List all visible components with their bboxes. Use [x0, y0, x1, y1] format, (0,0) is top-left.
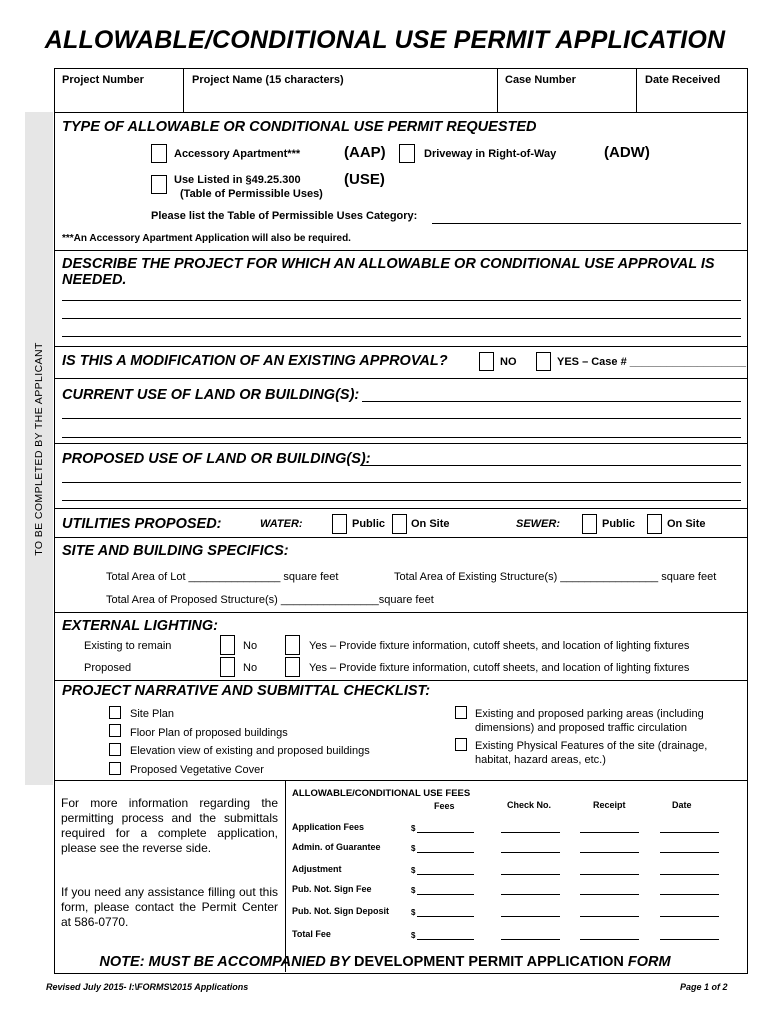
checklist-item: Site Plan — [130, 708, 175, 720]
note-line: NOTE: MUST BE ACCOMPANIED BY DEVELOPMENT PERMIT APPLICATION FORM — [99, 954, 671, 970]
proposed-use-line[interactable] — [362, 465, 741, 466]
driveway-checkbox[interactable] — [399, 144, 415, 163]
lighting-existing-yes-label: Yes – Provide fixture information, cutoff sheets, and location of lighting fixtures — [309, 640, 690, 652]
driveway-label: Driveway in Right-of-Way — [424, 148, 557, 160]
lighting-proposed-label: Proposed — [84, 662, 132, 674]
sidebar-label: TO BE COMPLETED BY THE APPLICANT — [33, 341, 45, 556]
accessory-apartment-code: (AAP) — [344, 144, 386, 161]
sewer-onsite-checkbox[interactable] — [647, 514, 662, 534]
use-listed-code: (USE) — [344, 171, 385, 188]
site-specifics-heading: SITE AND BUILDING SPECIFICS: — [62, 543, 289, 559]
fee-date-line[interactable] — [660, 939, 719, 940]
checklist-heading: PROJECT NARRATIVE AND SUBMITTAL CHECKLIST: — [62, 683, 431, 699]
fees-col-fees: Fees — [434, 801, 455, 811]
checklist-item: Existing Physical Features of the site (drainage, — [475, 740, 708, 752]
fees-col-check: Check No. — [507, 800, 552, 810]
lighting-existing-no-checkbox[interactable] — [220, 635, 235, 655]
modification-yes-label: YES – Case # ___________________ — [557, 356, 747, 368]
fee-date-line[interactable] — [660, 874, 719, 875]
case-number-field[interactable]: Case Number — [505, 74, 576, 86]
fee-currency: $ — [411, 931, 416, 940]
describe-heading-cont: NEEDED. — [62, 272, 127, 288]
sewer-onsite-label: On Site — [667, 518, 706, 530]
lighting-existing-label: Existing to remain — [84, 640, 172, 652]
fee-receipt-line[interactable] — [580, 852, 639, 853]
fee-receipt-line[interactable] — [580, 894, 639, 895]
sewer-public-checkbox[interactable] — [582, 514, 597, 534]
water-public-checkbox[interactable] — [332, 514, 347, 534]
modification-heading: IS THIS A MODIFICATION OF AN EXISTING APPROVAL? — [62, 353, 448, 369]
checklist-item: Existing and proposed parking areas (including — [475, 708, 704, 720]
fees-heading: ALLOWABLE/CONDITIONAL USE FEES — [292, 788, 471, 799]
fee-check-line[interactable] — [501, 832, 560, 833]
describe-line[interactable] — [62, 318, 741, 319]
checklist-item-cont: habitat, hazard areas, etc.) — [475, 754, 606, 766]
fee-date-line[interactable] — [660, 916, 719, 917]
fee-check-line[interactable] — [501, 939, 560, 940]
fee-row-label: Pub. Not. Sign Fee — [292, 884, 372, 894]
fee-row-label: Application Fees — [292, 822, 365, 832]
category-input-line[interactable] — [432, 223, 741, 224]
fee-check-line[interactable] — [501, 852, 560, 853]
page-title: ALLOWABLE/CONDITIONAL USE PERMIT APPLICATION — [44, 26, 726, 54]
accessory-footnote: ***An Accessory Apartment Application will also be required. — [62, 233, 351, 244]
fee-currency: $ — [411, 844, 416, 853]
fee-row-label: Pub. Not. Sign Deposit — [292, 906, 389, 916]
lighting-heading: EXTERNAL LIGHTING: — [62, 618, 219, 634]
existing-structure-field[interactable]: Total Area of Existing Structure(s) ________________ square feet — [394, 571, 717, 583]
current-use-line[interactable] — [362, 401, 741, 402]
describe-line[interactable] — [62, 336, 741, 337]
proposed-use-line[interactable] — [62, 500, 741, 501]
describe-heading: DESCRIBE THE PROJECT FOR WHICH AN ALLOWABLE OR CONDITIONAL USE APPROVAL IS — [62, 256, 715, 272]
fee-row-label: Total Fee — [292, 929, 331, 939]
project-number-field[interactable]: Project Number — [62, 74, 144, 86]
checklist-checkbox[interactable] — [109, 724, 121, 737]
driveway-code: (ADW) — [604, 144, 650, 161]
accessory-apartment-label: Accessory Apartment*** — [174, 148, 301, 160]
revision-footer: Revised July 2015- I:\FORMS\2015 Applications — [46, 982, 249, 992]
checklist-item: Floor Plan of proposed buildings — [130, 727, 288, 739]
fee-date-line[interactable] — [660, 832, 719, 833]
fees-col-date: Date — [672, 800, 692, 810]
water-label: WATER: — [260, 518, 303, 530]
current-use-heading: CURRENT USE OF LAND OR BUILDING(S): — [62, 387, 360, 403]
fee-amount-line[interactable] — [417, 894, 474, 895]
checklist-checkbox[interactable] — [455, 738, 467, 751]
lighting-existing-yes-checkbox[interactable] — [285, 635, 300, 655]
lighting-existing-no-label: No — [243, 640, 258, 652]
lighting-proposed-yes-checkbox[interactable] — [285, 657, 300, 677]
sewer-public-label: Public — [602, 518, 636, 530]
fee-amount-line[interactable] — [417, 832, 474, 833]
checklist-item: Elevation view of existing and proposed buildings — [130, 745, 370, 757]
current-use-line[interactable] — [62, 418, 741, 419]
water-onsite-checkbox[interactable] — [392, 514, 407, 534]
fee-currency: $ — [411, 824, 416, 833]
assistance-text: If you need any assistance filling out this form, please contact the Permit Center at 586-0770. — [61, 885, 278, 929]
water-public-label: Public — [352, 518, 386, 530]
fee-receipt-line[interactable] — [580, 939, 639, 940]
fee-check-line[interactable] — [501, 894, 560, 895]
proposed-use-line[interactable] — [62, 482, 741, 483]
fee-amount-line[interactable] — [417, 874, 474, 875]
checklist-checkbox[interactable] — [455, 706, 467, 719]
fee-row-label: Admin. of Guarantee — [292, 842, 381, 852]
fee-currency: $ — [411, 908, 416, 917]
fee-check-line[interactable] — [501, 874, 560, 875]
lighting-proposed-yes-label: Yes – Provide fixture information, cutoff sheets, and location of lighting fixtures — [309, 662, 690, 674]
more-info-text: For more information regarding the permitting process and the submittals required for a complete application, please see the reverse side. — [61, 796, 278, 855]
fee-currency: $ — [411, 886, 416, 895]
water-onsite-label: On Site — [411, 518, 450, 530]
modification-no-label: NO — [500, 356, 517, 368]
use-listed-label: Use Listed in §49.25.300 — [174, 174, 301, 186]
proposed-structure-field[interactable]: Total Area of Proposed Structure(s) ________________square feet — [106, 594, 434, 606]
fee-check-line[interactable] — [501, 916, 560, 917]
checklist-checkbox[interactable] — [109, 706, 121, 719]
project-name-field[interactable]: Project Name (15 characters) — [192, 74, 344, 86]
lighting-proposed-no-label: No — [243, 662, 258, 674]
utilities-heading: UTILITIES PROPOSED: — [62, 516, 222, 532]
fee-receipt-line[interactable] — [580, 832, 639, 833]
describe-line[interactable] — [62, 300, 741, 301]
sewer-label: SEWER: — [516, 518, 560, 530]
date-received-field[interactable]: Date Received — [645, 74, 721, 86]
lighting-proposed-no-checkbox[interactable] — [220, 657, 235, 677]
fee-amount-line[interactable] — [417, 852, 474, 853]
accessory-apartment-checkbox[interactable] — [151, 144, 167, 163]
proposed-use-heading: PROPOSED USE OF LAND OR BUILDING(S): — [62, 451, 371, 467]
category-label: Please list the Table of Permissible Uses Category: — [151, 210, 418, 222]
fee-date-line[interactable] — [660, 852, 719, 853]
checklist-item-cont: dimensions) and proposed traffic circulation — [475, 722, 687, 734]
fee-date-line[interactable] — [660, 894, 719, 895]
checklist-checkbox[interactable] — [109, 762, 121, 775]
current-use-line[interactable] — [62, 437, 741, 438]
use-listed-sub: (Table of Permissible Uses) — [180, 188, 323, 200]
fee-receipt-line[interactable] — [580, 916, 639, 917]
lot-area-field[interactable]: Total Area of Lot _______________ square feet — [106, 571, 339, 583]
fee-currency: $ — [411, 866, 416, 875]
checklist-checkbox[interactable] — [109, 743, 121, 756]
header-fields-box — [54, 68, 748, 113]
page-number: Page 1 of 2 — [680, 982, 728, 992]
fee-row-label: Adjustment — [292, 864, 342, 874]
use-listed-checkbox[interactable] — [151, 175, 167, 194]
fees-col-receipt: Receipt — [593, 800, 626, 810]
checklist-item: Proposed Vegetative Cover — [130, 764, 264, 776]
modification-no-checkbox[interactable] — [479, 352, 494, 371]
fee-amount-line[interactable] — [417, 916, 474, 917]
fee-amount-line[interactable] — [417, 939, 474, 940]
modification-yes-checkbox[interactable] — [536, 352, 551, 371]
permit-type-heading: TYPE OF ALLOWABLE OR CONDITIONAL USE PERMIT REQUESTED — [62, 119, 537, 135]
fee-receipt-line[interactable] — [580, 874, 639, 875]
